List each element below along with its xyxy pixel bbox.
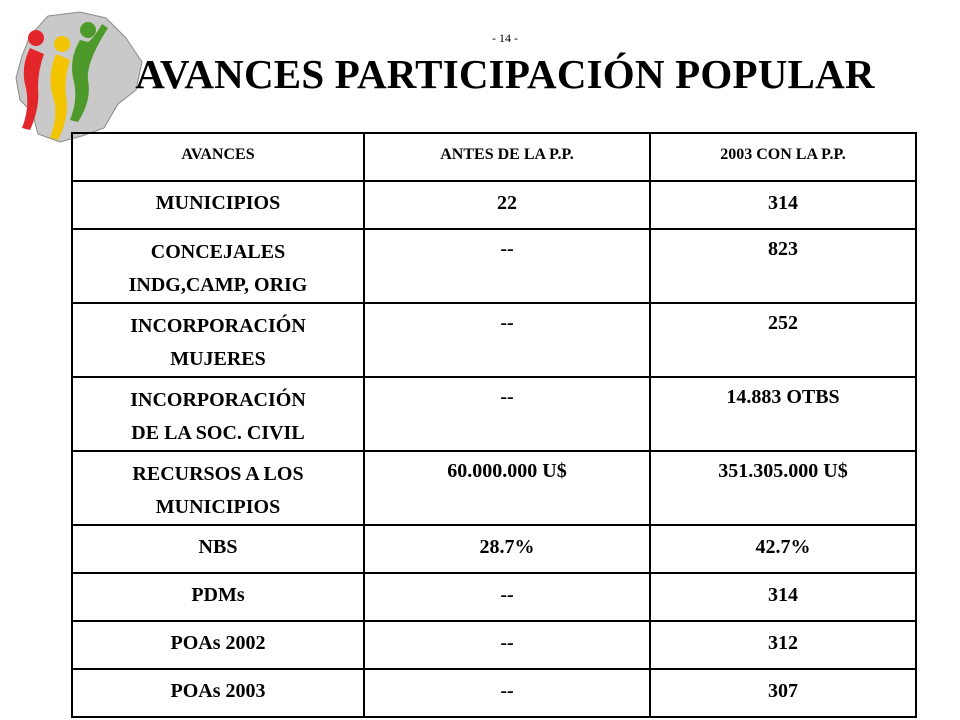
row-after: 314	[650, 573, 916, 621]
row-label	[72, 525, 364, 573]
row-label	[72, 181, 364, 229]
row-label	[72, 573, 364, 621]
row-label-line: POAs 2003	[170, 680, 266, 702]
row-after: 823	[650, 229, 916, 303]
row-label-line: INCORPORACIÓN	[130, 389, 306, 411]
row-label-line: RECURSOS A LOS	[132, 463, 304, 485]
page-title: AVANCES PARTICIPACIÓN POPULAR	[135, 51, 875, 97]
table-row	[72, 621, 916, 669]
row-after: 307	[650, 669, 916, 717]
row-label-line: PDMs	[191, 584, 245, 606]
row-before: --	[364, 229, 650, 303]
table-row	[72, 303, 916, 377]
table-row	[72, 229, 916, 303]
row-before: 22	[364, 181, 650, 229]
row-before: --	[364, 621, 650, 669]
table-row	[72, 451, 916, 525]
row-after: 14.883 OTBS	[650, 377, 916, 451]
header-antes: ANTES DE LA P.P.	[364, 133, 650, 181]
row-before: --	[364, 669, 650, 717]
table-row	[72, 181, 916, 229]
row-before: 60.000.000 U$	[364, 451, 650, 525]
row-label	[72, 377, 364, 451]
table-row	[72, 525, 916, 573]
table-row	[72, 669, 916, 717]
row-label-line: INCORPORACIÓN	[130, 315, 306, 337]
row-label-line: POAs 2002	[170, 632, 266, 654]
table-row	[72, 377, 916, 451]
row-label-line: NBS	[198, 536, 238, 558]
row-label-line: DE LA SOC. CIVIL	[131, 422, 305, 444]
row-after: 351.305.000 U$	[650, 451, 916, 525]
table-row	[72, 573, 916, 621]
row-before: --	[364, 573, 650, 621]
row-after: 314	[650, 181, 916, 229]
row-before: --	[364, 377, 650, 451]
row-label-line: MUNICIPIOS	[155, 192, 281, 214]
row-label	[72, 451, 364, 525]
row-after: 252	[650, 303, 916, 377]
row-after: 42.7%	[650, 525, 916, 573]
row-after: 312	[650, 621, 916, 669]
row-label	[72, 621, 364, 669]
row-label-line: MUJERES	[170, 348, 266, 370]
header-avances: AVANCES	[72, 133, 364, 181]
row-label	[72, 303, 364, 377]
row-label	[72, 669, 364, 717]
row-before: 28.7%	[364, 525, 650, 573]
header-2003: 2003 CON LA P.P.	[650, 133, 916, 181]
row-label-line: MUNICIPIOS	[155, 496, 281, 518]
table-header-row	[72, 133, 916, 181]
row-before: --	[364, 303, 650, 377]
row-label-line: INDG,CAMP, ORIG	[128, 274, 308, 296]
page-number: - 14 -	[492, 31, 518, 45]
avances-table	[71, 132, 917, 718]
row-label	[72, 229, 364, 303]
row-label-line: CONCEJALES	[150, 241, 286, 263]
